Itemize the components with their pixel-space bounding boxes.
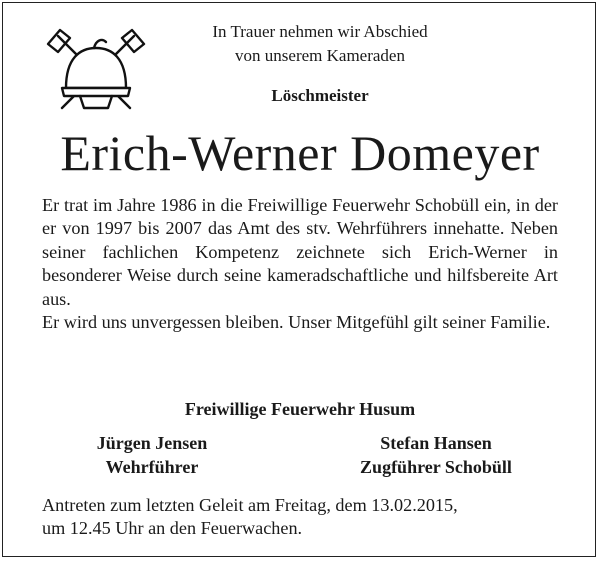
paragraph-biography: Er trat im Jahre 1986 in die Freiwillige Feuerwehr Schobüll ein, in der er von 1997 bis 2007 das Amt des stv. Wehrführers innehatte. Neben seiner fachlichen Kompetenz zeichnete sich Erich-Werner in besonderer Weise durch seine kameradschaftliche und hilfsbereite Art aus. [42, 195, 558, 309]
signatory-1 [32, 431, 272, 479]
funeral-info-line-1: Antreten zum letzten Geleit am Freitag, dem 13.02.2015, [42, 495, 458, 515]
organization-name: Freiwillige Feuerwehr Husum [184, 399, 416, 419]
signatory-2 [316, 431, 556, 479]
obituary-body [42, 194, 558, 334]
rank-title: Löschmeister [271, 86, 369, 105]
funeral-info-line-2: um 12.45 Uhr an den Feuerwachen. [42, 518, 303, 539]
signatory-role: Zugführer Schobüll [360, 457, 512, 477]
signatory-name: Stefan Hansen [380, 433, 492, 453]
deceased-name: Erich-Werner Domeyer [60, 125, 540, 181]
intro-text [160, 20, 480, 68]
signatory-role: Wehrführer [105, 457, 199, 477]
intro-line-2: von unserem Kameraden [235, 46, 405, 65]
intro-line-1: In Trauer nehmen wir Abschied [212, 22, 428, 41]
fire-helmet-crossed-axes-icon [44, 24, 148, 116]
paragraph-condolence: Er wird uns unvergessen bleiben. Unser Mitgefühl gilt seiner Familie. [42, 312, 551, 333]
signatory-name: Jürgen Jensen [96, 433, 208, 453]
funeral-info [42, 494, 562, 541]
